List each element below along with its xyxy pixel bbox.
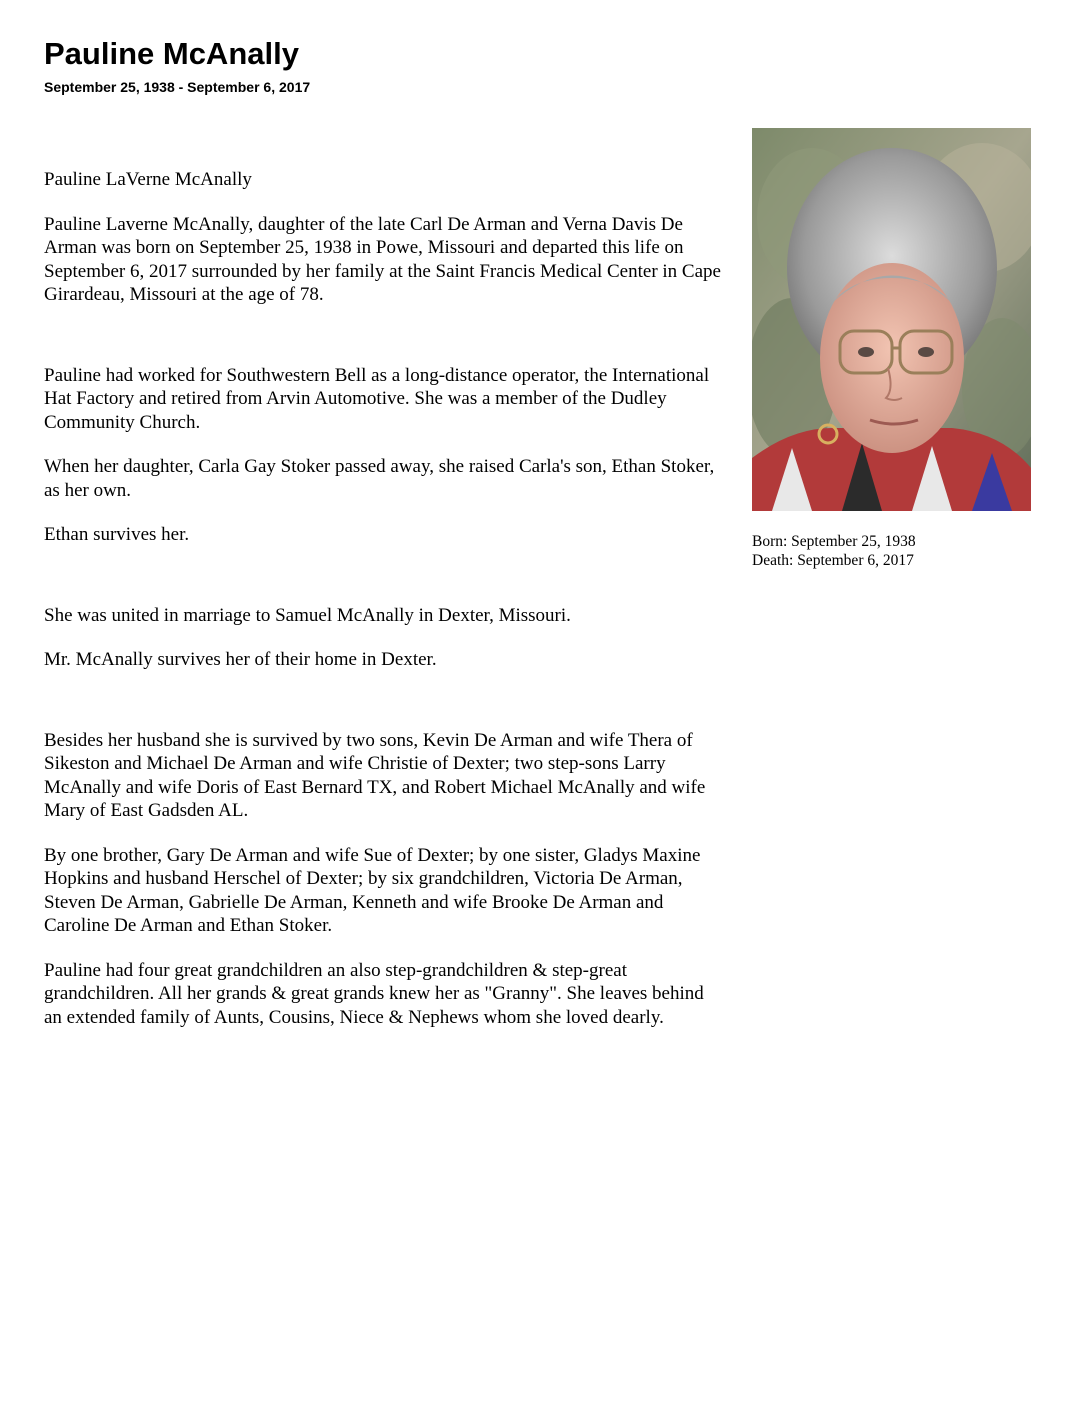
death-date: Death: September 6, 2017 [752,552,914,569]
paragraph-marriage: She was united in marriage to Samuel McAnally in Dexter, Missouri. [44,604,571,626]
born-date: Born: September 25, 1938 [752,533,916,550]
paragraph-ethan: Ethan survives her. [44,524,190,545]
paragraph-husband: Mr. McAnally survives her of their home in Dexter. [44,649,437,670]
portrait-photo [752,128,1031,511]
paragraph-great-grandchildren: Pauline had four great grandchildren an also step-grandchildren & step-great grandchildren. All her grands & great grands knew her as "Granny". She leaves behind an extended family of Aunts, Cousins, Niece & Nephews whom she loved dearly. [44,959,704,1028]
paragraph-sons: Besides her husband she is survived by two sons, Kevin De Arman and wife Thera of Sikeston and Michael De Arman and wife Christie of Dexter; two step-sons Larry McAnally and wife Doris of East Bernard TX, and Robert Michael McAnally and wife Mary of East Gadsden AL. [44,729,706,821]
paragraph-work: Pauline had worked for Southwestern Bell as a long-distance operator, the International Hat Factory and retired from Arvin Automotive. She was a member of the Dudley Community Church. [44,364,710,433]
paragraph-siblings: By one brother, Gary De Arman and wife Sue of Dexter; by one sister, Gladys Maxine Hopkins and husband Herschel of Dexter; by six grandchildren, Victoria De Arman, Steven De Arman, Gabrielle De Arman, Kenneth and wife Brooke De Arman and Caroline De Arman and Ethan Stoker. [44,844,701,936]
obituary-text [44,168,724,1029]
full-name-line: Pauline LaVerne McAnally [44,169,252,190]
life-dates: September 25, 1938 - September 6, 2017 [44,79,311,95]
paragraph-daughter: When her daughter, Carla Gay Stoker passed away, she raised Carla's son, Ethan Stoker, as her own. [44,456,715,501]
obituary-name: Pauline McAnally [44,36,299,71]
photo-caption [752,532,916,570]
paragraph-birth: Pauline Laverne McAnally, daughter of the late Carl De Arman and Verna Davis De Arman was born on September 25, 1938 in Powe, Missouri and departed this life on September 6, 2017 surrounded by her family at the Saint Francis Medical Center in Cape Girardeau, Missouri at the age of 78. [44,213,721,305]
